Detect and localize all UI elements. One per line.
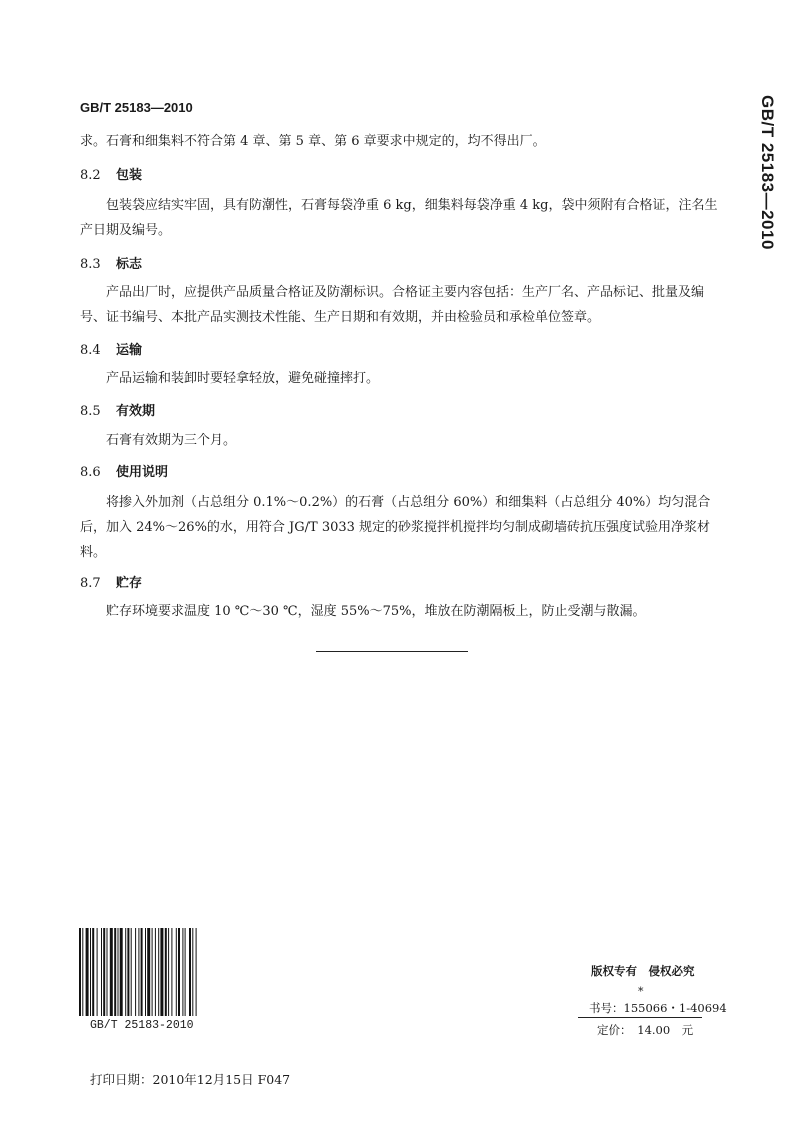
section-number: 8.3 [80,257,101,272]
price: 定价： 14.00 元 [597,1023,694,1037]
book-number: 书号：155066・1-40694 [589,1001,727,1015]
price-divider [578,1017,702,1018]
barcode-icon [79,928,234,1016]
section-heading-8-5 [80,400,155,419]
barcode-number: GB/T 25183-2010 [90,1019,194,1032]
star-mark: * [638,985,644,998]
document-code-header: GB/T 25183—2010 [80,100,193,115]
section-body-8-5: 石膏有效期为三个月。 [106,433,237,448]
section-heading-8-2 [80,164,142,183]
section-number: 8.6 [80,465,101,480]
end-rule [316,651,468,652]
side-document-code: GB/T 25183—2010 [758,95,777,250]
section-title: 使用说明 [116,465,169,480]
print-date: 打印日期：2010年12月15日 F047 [90,1072,291,1087]
section-title: 有效期 [116,404,156,419]
section-heading-8-4 [80,339,142,358]
section-heading-8-7 [80,572,142,591]
section-title: 运输 [116,343,143,358]
section-number: 8.2 [80,168,101,183]
section-body-8-4: 产品运输和装卸时要轻拿轻放，避免碰撞摔打。 [106,371,380,386]
section-body-8-3: 产品出厂时，应提供产品质量合格证及防潮标识。合格证主要内容包括：生产厂名、产品标记、批量及编号、证书编号、本批产品实测技术性能、生产日期和有效期，并由检验员和承检单位签章。 [80,285,705,325]
section-title: 标志 [116,257,143,272]
copyright-notice: 版权专有 侵权必究 [591,964,695,978]
section-number: 8.7 [80,576,101,591]
section-body-8-2: 包装袋应结实牢固，具有防潮性，石膏每袋净重 6 kg，细集料每袋净重 4 kg，袋中须附有合格证，注名生产日期及编号。 [80,198,718,238]
section-heading-8-6 [80,461,168,480]
section-number: 8.5 [80,404,101,419]
section-title: 贮存 [116,576,143,591]
section-body-8-7: 贮存环境要求温度 10 ℃～30 ℃，湿度 55%～75%，堆放在防潮隔板上，防止受潮与散漏。 [106,604,646,619]
section-body-8-6: 将掺入外加剂（占总组分 0.1%～0.2%）的石膏（占总组分 60%）和细集料（占总组分 40%）均匀混合后，加入 24%～26%的水，用符合 JG/T 3033 规定的砂浆搅拌机搅拌均匀制成砌墙砖抗压强度试验用净浆材料。 [80,495,711,560]
intro-paragraph: 求。石膏和细集料不符合第 4 章、第 5 章、第 6 章要求中规定的，均不得出厂。 [80,134,546,149]
section-number: 8.4 [80,343,101,358]
section-title: 包装 [116,168,143,183]
section-heading-8-3 [80,253,142,272]
